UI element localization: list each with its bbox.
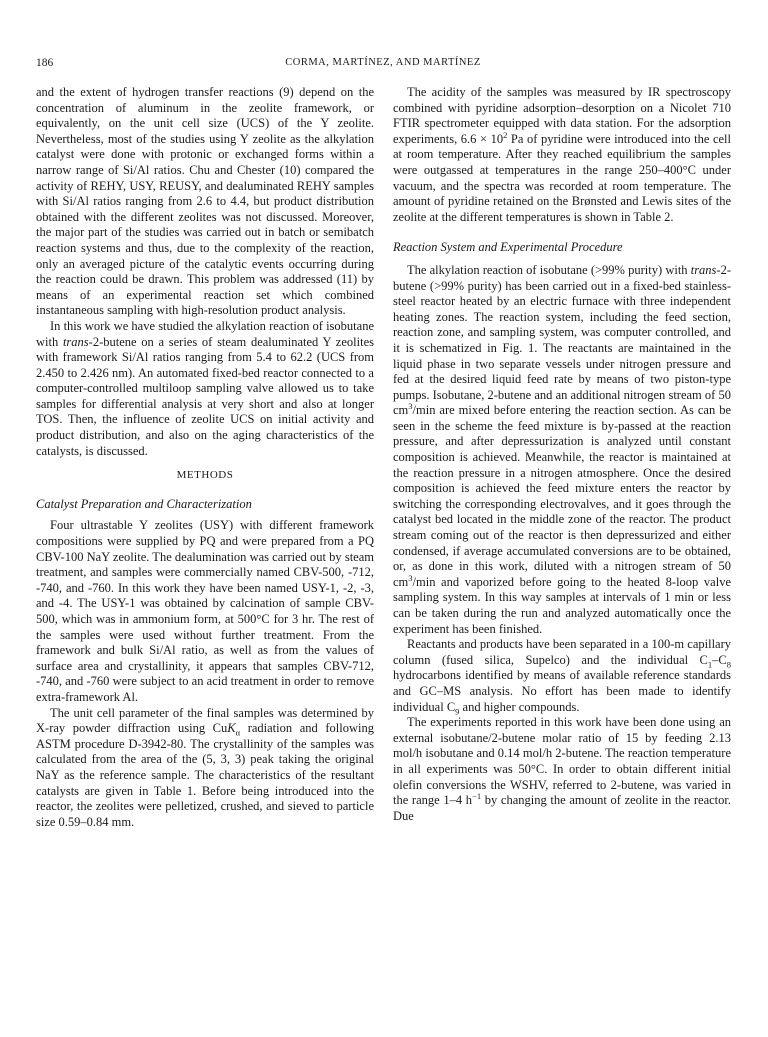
subsection-heading-catalyst: Catalyst Preparation and Characterization <box>36 496 252 511</box>
paragraph-intro-continued: and the extent of hydrogen transfer reactions (9) depend on the concentration of aluminum in the zeolite framework, or equivalently, on the unit cell size (UCS) of the Y zeolite. Nevertheless, most of the studies using Y zeolite as the alkylation catalyst were done with protonic or exchanged forms within a narrow range of Si/Al ratios. Chu and Chester (10) compared the activity of REHY, USY, REUSY, and dealuminated REHY samples with Si/Al ratios ranging from 2.6 to 4.4, but product distribution obtained with the different zeolites was not discussed. Moreover, the major part of the studies was carried out in batch or semibatch reaction systems and thus, due to the complexity of the reaction, only an averaged picture of the catalytic events occurring during the reaction could be drawn. This problem was addressed (11) by means of an experimental reaction set which combined instantaneous sampling with high-resolution product analysis. <box>36 85 374 318</box>
paragraph-experiments: The experiments reported in this work have been done using an external isobutane/2-butene molar ratio of 15 by feeding 2.13 mol/h isobutane and 0.14 mol/h 2-butene. The reaction temperature in all experiments was 50°C. In order to obtain different initial olefin conversions the WSHV, referred to 2-butene, was varied in the range 1–4 $h^{-1}$ by changing the amount of zeolite in the reactor. Due <box>393 715 731 823</box>
section-heading-methods: METHODS <box>176 469 234 482</box>
paragraph-acidity: The acidity of the samples was measured by IR spectroscopy combined with pyridine adsorption–desorption on a Nicolet 710 FTIR spectrometer equipped with data station. For the adsorption experiments, $6.6 \times 10^2$ Pa of pyridine were introduced into the cell at room temperature. After they reached equilibrium the samples were outgassed at temperatures in the range 250–400°C under vacuum, and the spectra was recorded at room temperature. The amount of pyridine retained on the Brønsted and Lewis sites of the zeolite at the different temperatures is shown in Table 2. <box>393 85 731 224</box>
running-title: CORMA, MARTÍNEZ, AND MARTÍNEZ <box>285 57 481 68</box>
right-column <box>393 85 731 824</box>
paragraph-unit-cell: The unit cell parameter of the final samples was determined by X-ray powder diffraction using CuK$_\alpha$ radiation and following ASTM procedure D-3942-80. The crystallinity of the samples was calculated from the area of the (5, 3, 3) peak taking the original NaY as the reference sample. The characteristics of the resultant catalysts are given in Table 1. Before being introduced into the reactor, the zeolites were pelletized, crushed, and sieved to particle size 0.59–0.84 mm. <box>36 705 374 829</box>
left-column <box>36 85 374 830</box>
running-header <box>36 57 730 73</box>
paragraph-this-work: In this work we have studied the alkylation reaction of isobutane with trans-2-butene on a series of steam dealuminated Y zeolites with framework Si/Al ratios ranging from 5.4 to 62.2 (UCS from 2.450 to 2.426 nm). An automated fixed-bed reactor connected to a computer-controlled multiloop sampling valve allowed us to take samples for differential analysis at very short and also at longer TOS. Then, the influence of zeolite UCS on initial activity and product distribution, and also on the aging characteristics of the catalysts, is discussed. <box>36 318 374 458</box>
subsection-heading-reaction-system: Reaction System and Experimental Procedure <box>393 240 623 255</box>
paragraph-separation: Reactants and products have been separated in a 100-m capillary column (fused silica, Supelco) and the individual $C_1-C_8$ hydrocarbons identified by means of available reference standards and GC–MS analysis. No effort has been made to identify individual $C_9$ and higher compounds. <box>393 637 731 717</box>
page-number: 186 <box>36 57 54 69</box>
paragraph-catalyst-preparation: Four ultrastable Y zeolites (USY) with different framework compositions were supplied by PQ and were prepared from a PQ CBV-100 NaY zeolite. The dealumination was carried out by steam treatment, and samples were commercially named CBV-500, -712, -740, and -760. In this work they have been named USY-1, -2, -3, and -4. The USY-1 was obtained by calcination of sample CBV-500, which was in ammonium form, at 500°C for 3 hr. The rest of the samples were used without further treatment. From the framework and bulk Si/Al ratio, as well as from the values of surface area and crystallinity, it appears that samples CBV-712, -740, and -760 were subject to an acid treatment in order to remove extra-framework Al. <box>36 518 374 704</box>
paragraph-reaction-system: The alkylation reaction of isobutane (>99% purity) with trans-2-butene (>99% purity) has been carried out in a fixed-bed stainless-steel reactor heated by an electric furnace with three independent heating zones. The reaction system, including the feed section, reaction zone, and sampling system, was computer controlled, and it is schematized in Fig. 1. The reactants are maintained in the liquid phase in two separate vessels under nitrogen pressure and fed at the desired liquid feed rate by means of two piston-type pumps. Isobutane, 2-butene and an additional nitrogen stream of 50 $cm^3/\min$ are mixed before entering the reaction section. As can be seen in the scheme the feed mixture is by-passed at the reaction pressure, and after depressurization is analyzed until constant composition is achieved. Meanwhile, the reactor is maintained at the reaction pressure in a nitrogen atmosphere. Once the desired composition is achieved the feed mixture enters the reactor by switching the corresponding electrovalves, and it goes through the catalyst bed located in the middle zone of the reactor. The product stream coming out of the reactor is then depressurized and either condensed, if average accumulated conversions are to be obtained, or, as done in this work, diluted with a nitrogen stream of 50 $cm^3/\min$ and vaporized before going to the heated 8-loop valve sampling system. In this way samples at intervals of 1 min or less can be taken during the run and analyzed automatically once the experiment has been finished. <box>393 262 731 636</box>
